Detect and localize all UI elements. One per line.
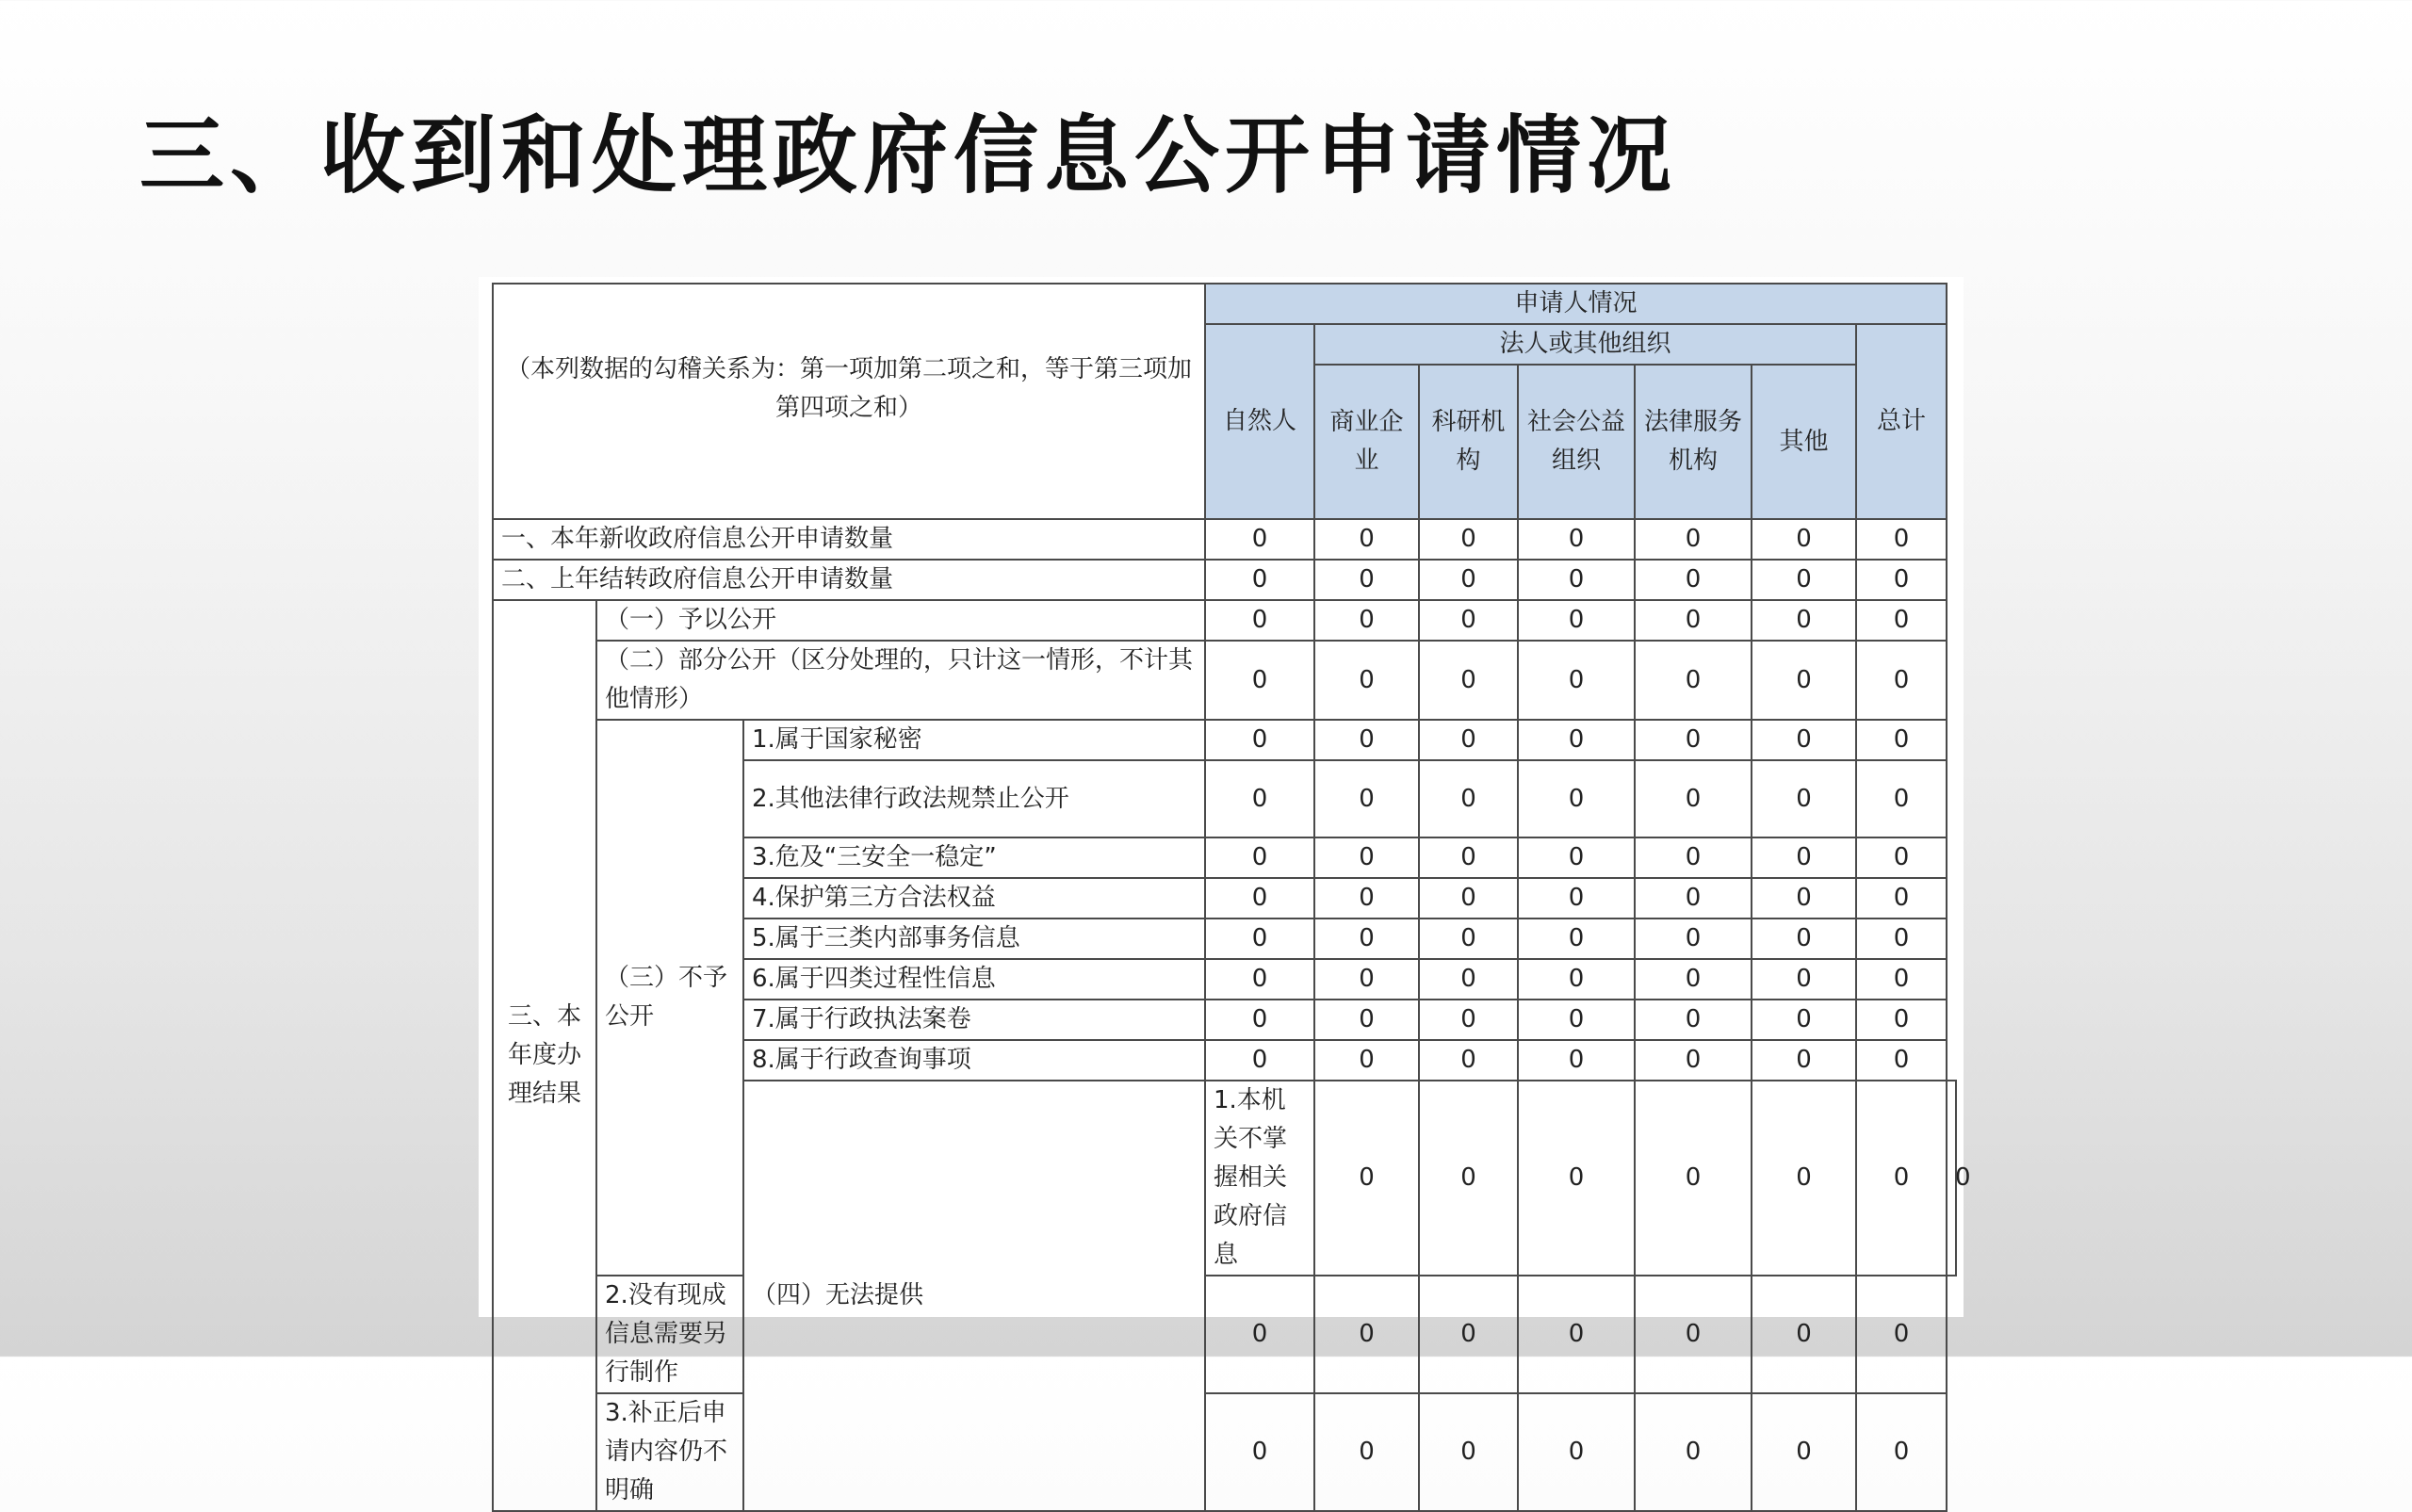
table-note: （本列数据的勾稽关系为：第一项加第二项之和，等于第三项加第四项之和） <box>493 284 1205 519</box>
cell-value: 0 <box>1314 760 1419 837</box>
cell-value: 0 <box>1314 959 1419 1000</box>
cell-value: 0 <box>1314 1081 1419 1276</box>
cell-value: 0 <box>1419 1393 1518 1511</box>
cell-value: 0 <box>1518 760 1635 837</box>
cell-value: 0 <box>1205 560 1314 600</box>
cell-value: 0 <box>1856 1393 1947 1511</box>
cell-value: 0 <box>1314 720 1419 760</box>
cell-value: 0 <box>1518 519 1635 560</box>
cell-value: 0 <box>1635 1393 1752 1511</box>
cell-value: 0 <box>1419 560 1518 600</box>
col-header-commercial: 商业企业 <box>1314 365 1419 519</box>
cell-value: 0 <box>1314 837 1419 878</box>
table-row <box>493 1276 1956 1393</box>
cell-value: 0 <box>1205 1276 1314 1393</box>
cell-value: 0 <box>1419 720 1518 760</box>
cell-value: 0 <box>1419 959 1518 1000</box>
cell-value: 0 <box>1518 560 1635 600</box>
cell-value: 0 <box>1314 519 1419 560</box>
row-label: 5.属于三类内部事务信息 <box>743 919 1205 959</box>
row-label: 3.补正后申请内容仍不明确 <box>596 1393 743 1511</box>
cell-value: 0 <box>1518 919 1635 959</box>
cell-value: 0 <box>1419 919 1518 959</box>
cell-value: 0 <box>1752 1081 1856 1276</box>
cell-value: 0 <box>1205 919 1314 959</box>
cell-value: 0 <box>1856 1276 1947 1393</box>
cell-value: 0 <box>1856 1000 1947 1040</box>
cell-value: 0 <box>1856 1081 1947 1276</box>
cell-value: 0 <box>1856 720 1947 760</box>
page-title: 三、收到和处理政府信息公开申请情况 <box>139 106 1677 205</box>
col-header-natural-person: 自然人 <box>1205 324 1314 519</box>
cell-value: 0 <box>1635 1276 1752 1393</box>
table-row <box>493 720 1956 760</box>
cell-value: 0 <box>1518 641 1635 720</box>
cell-value: 0 <box>1205 837 1314 878</box>
cell-value: 0 <box>1752 878 1856 919</box>
cell-value: 0 <box>1419 878 1518 919</box>
cell-value: 0 <box>1635 837 1752 878</box>
cell-value: 0 <box>1752 1000 1856 1040</box>
cell-value: 0 <box>1205 519 1314 560</box>
cell-value: 0 <box>1518 1000 1635 1040</box>
cell-value: 0 <box>1635 878 1752 919</box>
cell-value: 0 <box>1518 1081 1635 1276</box>
cell-value: 0 <box>1635 519 1752 560</box>
cell-value: 0 <box>1518 837 1635 878</box>
table-row <box>493 641 1956 720</box>
row-label: 1.属于国家秘密 <box>743 720 1205 760</box>
cell-value: 0 <box>1205 720 1314 760</box>
cell-value: 0 <box>1752 519 1856 560</box>
cell-value: 0 <box>1419 760 1518 837</box>
cell-value: 0 <box>1518 720 1635 760</box>
row-label: 8.属于行政查询事项 <box>743 1040 1205 1081</box>
cell-value: 0 <box>1752 641 1856 720</box>
cell-value: 0 <box>1314 1393 1419 1511</box>
cell-value: 0 <box>1856 878 1947 919</box>
cell-value: 0 <box>1419 1276 1518 1393</box>
government-info-disclosure-table <box>492 283 1971 1512</box>
cell-value: 0 <box>1205 600 1314 641</box>
cell-value: 0 <box>1205 641 1314 720</box>
col-header-social-welfare: 社会公益组织 <box>1518 365 1635 519</box>
cell-value: 0 <box>1205 1000 1314 1040</box>
cell-value: 0 <box>1314 1040 1419 1081</box>
cell-value: 0 <box>1947 1081 1956 1276</box>
cell-value: 0 <box>1856 919 1947 959</box>
cell-value: 0 <box>1419 1000 1518 1040</box>
row-label: 6.属于四类过程性信息 <box>743 959 1205 1000</box>
row-label: 1.本机关不掌握相关政府信息 <box>1205 1081 1314 1276</box>
cell-value: 0 <box>1856 760 1947 837</box>
cell-value: 0 <box>1752 1276 1856 1393</box>
cell-value: 0 <box>1752 959 1856 1000</box>
table-row <box>493 600 1956 641</box>
cell-value: 0 <box>1419 641 1518 720</box>
row-label: （二）部分公开（区分处理的，只计这一情形，不计其他情形） <box>596 641 1205 720</box>
cell-value: 0 <box>1635 600 1752 641</box>
cell-value: 0 <box>1635 641 1752 720</box>
cell-value: 0 <box>1752 1040 1856 1081</box>
cell-value: 0 <box>1752 560 1856 600</box>
row-label: 2.其他法律行政法规禁止公开 <box>743 760 1205 837</box>
cell-value: 0 <box>1518 959 1635 1000</box>
cell-value: 0 <box>1314 1276 1419 1393</box>
cell-value: 0 <box>1518 1040 1635 1081</box>
row-label: 2.没有现成信息需要另行制作 <box>596 1276 743 1393</box>
cell-value: 0 <box>1752 1393 1856 1511</box>
cell-value: 0 <box>1419 519 1518 560</box>
cell-value: 0 <box>1635 720 1752 760</box>
cell-value: 0 <box>1205 878 1314 919</box>
cell-value: 0 <box>1205 1393 1314 1511</box>
cell-value: 0 <box>1205 1040 1314 1081</box>
cell-value: 0 <box>1856 1040 1947 1081</box>
table-row <box>493 1393 1956 1511</box>
applicant-header: 申请人情况 <box>1205 284 1947 324</box>
cell-value: 0 <box>1314 919 1419 959</box>
legal-group-header: 法人或其他组织 <box>1314 324 1856 365</box>
cell-value: 0 <box>1635 919 1752 959</box>
table-row <box>493 519 1956 560</box>
cell-value: 0 <box>1752 720 1856 760</box>
cell-value: 0 <box>1635 959 1752 1000</box>
row-label: 7.属于行政执法案卷 <box>743 1000 1205 1040</box>
cell-value: 0 <box>1856 560 1947 600</box>
cell-value: 0 <box>1419 600 1518 641</box>
cell-value: 0 <box>1314 600 1419 641</box>
row-label: 4.保护第三方合法权益 <box>743 878 1205 919</box>
table-row <box>493 560 1956 600</box>
cell-value: 0 <box>1856 600 1947 641</box>
report-table-container <box>479 277 1971 1504</box>
cell-value: 0 <box>1635 1040 1752 1081</box>
cell-value: 0 <box>1314 878 1419 919</box>
cell-value: 0 <box>1314 1000 1419 1040</box>
col-header-total: 总计 <box>1856 324 1947 519</box>
cell-value: 0 <box>1518 600 1635 641</box>
cell-value: 0 <box>1752 837 1856 878</box>
cell-value: 0 <box>1314 641 1419 720</box>
cell-value: 0 <box>1419 1040 1518 1081</box>
row-label: 一、本年新收政府信息公开申请数量 <box>493 519 1205 560</box>
cell-value: 0 <box>1635 1000 1752 1040</box>
cell-value: 0 <box>1856 959 1947 1000</box>
cell-value: 0 <box>1752 600 1856 641</box>
cell-value: 0 <box>1856 519 1947 560</box>
row-label: （一）予以公开 <box>596 600 1205 641</box>
row-label: 二、上年结转政府信息公开申请数量 <box>493 560 1205 600</box>
cell-value: 0 <box>1419 837 1518 878</box>
cell-value: 0 <box>1752 760 1856 837</box>
cell-value: 0 <box>1205 959 1314 1000</box>
col-header-other: 其他 <box>1752 365 1856 519</box>
cell-value: 0 <box>1518 878 1635 919</box>
cell-value: 0 <box>1518 1393 1635 1511</box>
col-header-research: 科研机构 <box>1419 365 1518 519</box>
section3-label: 三、本年度办理结果 <box>493 600 596 1511</box>
group4-label: （四）无法提供 <box>743 1081 1205 1511</box>
row-label: 3.危及“三安全一稳定” <box>743 837 1205 878</box>
col-header-legal-service: 法律服务机构 <box>1635 365 1752 519</box>
cell-value: 0 <box>1314 560 1419 600</box>
cell-value: 0 <box>1856 641 1947 720</box>
cell-value: 0 <box>1635 1081 1752 1276</box>
cell-value: 0 <box>1635 560 1752 600</box>
cell-value: 0 <box>1856 837 1947 878</box>
group3-label: （三）不予公开 <box>596 720 743 1276</box>
cell-value: 0 <box>1635 760 1752 837</box>
cell-value: 0 <box>1419 1081 1518 1276</box>
cell-value: 0 <box>1752 919 1856 959</box>
cell-value: 0 <box>1205 760 1314 837</box>
cell-value: 0 <box>1518 1276 1635 1393</box>
